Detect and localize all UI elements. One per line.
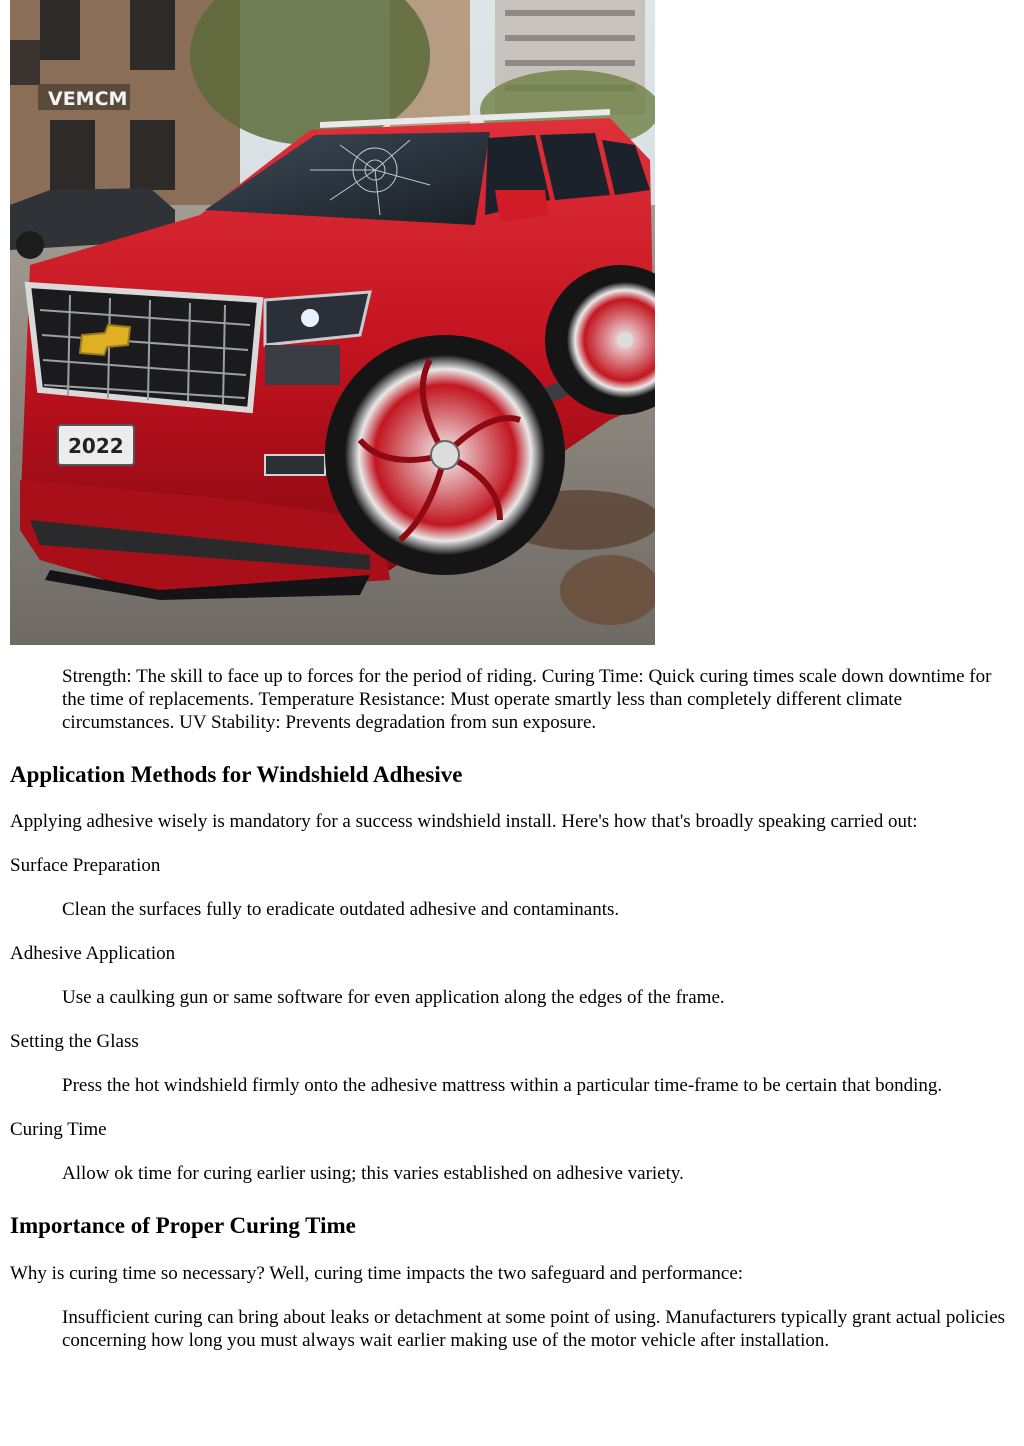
red-suv-illustration [10,0,655,645]
license-plate-text: 2022 [68,434,124,458]
step-title: Setting the Glass [10,1031,139,1052]
step-text: Clean the surfaces fully to eradicate outdated adhesive and contaminants. [62,899,620,920]
step-text: Press the hot windshield firmly onto the adhesive mattress within a particular time-frame to be certain that bonding. [62,1075,943,1096]
step-title: Curing Time [10,1119,107,1140]
hero-image-red-suv [10,0,655,645]
step-text: Use a caulking gun or same software for even application along the edges of the frame. [62,987,725,1008]
step-text: Allow ok time for curing earlier using; this varies established on adhesive variety. [62,1163,684,1184]
section1-intro: Applying adhesive wisely is mandatory for a success windshield install. Here's how that's broadly speaking carried out: [10,811,918,832]
step-title: Surface Preparation [10,855,161,876]
section-heading-curing-time: Importance of Proper Curing Time [10,1213,356,1238]
section2-intro: Why is curing time so necessary? Well, curing time impacts the two safeguard and performance: [10,1263,744,1284]
article [10,0,1014,1352]
intro-properties-quote: Strength: The skill to face up to forces for the period of riding. Curing Time: Quick curing times scale down downtime for the time of replacements. Temperature Resistance: Must operate smartly less than completely different climate circumstances. UV Stability: Prevents degradation from sun exposure. [62,666,992,733]
section2-quote: Insufficient curing can bring about leaks or detachment at some point of using. Manufacturers typically grant actual policies concerning how long you must always wait earlier making use of the motor vehicle after installation. [62,1307,1006,1351]
building-sign-text: VEMCM [48,88,128,110]
step-title: Adhesive Application [10,943,176,964]
section-heading-application-methods: Application Methods for Windshield Adhesive [10,762,463,787]
